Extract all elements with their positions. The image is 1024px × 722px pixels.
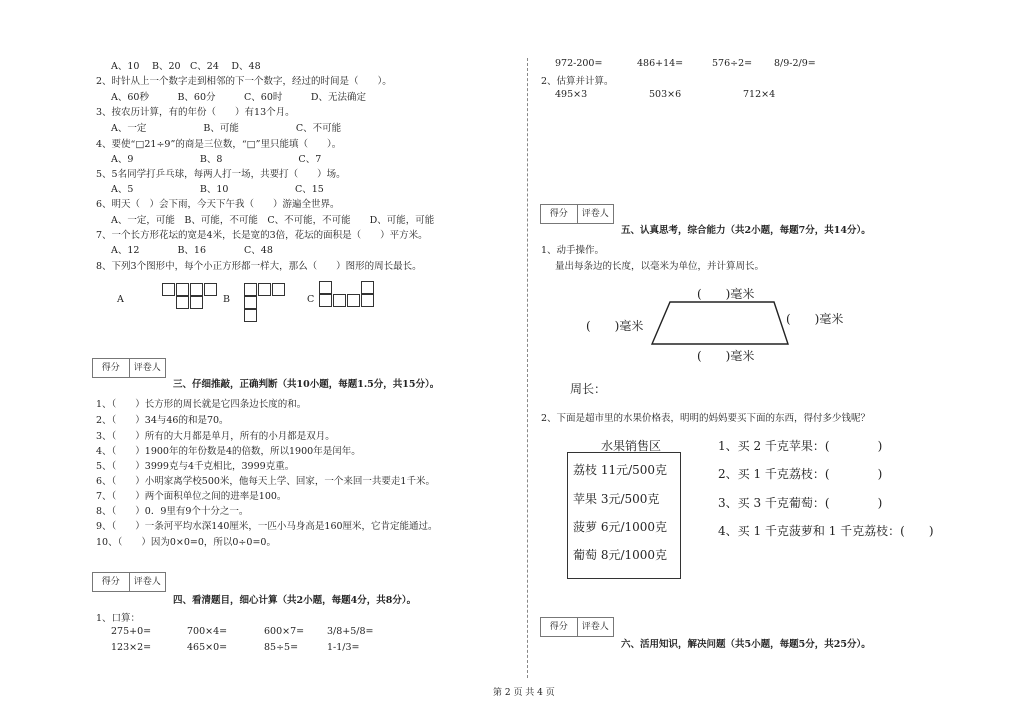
buy-item: 3、买 3 千克葡萄：( ) <box>718 496 883 510</box>
grader-label: 评卷人 <box>581 209 609 219</box>
estimate-question: 2、估算并计算。 <box>541 76 614 87</box>
calc-item: 600×7= <box>264 626 305 637</box>
calc-item: 972-200= <box>555 58 603 69</box>
judge-item: 9、（ ）一条河平均水深140厘米，一匹小马身高是160厘米，它肯定能通过。 <box>96 521 438 532</box>
calc-item: 465×0= <box>187 642 228 653</box>
figure-a-label: A <box>117 294 124 305</box>
judge-item: 1、（ ）长方形的周长就是它四条边长度的和。 <box>96 399 307 410</box>
score-label: 得分 <box>541 618 578 636</box>
score-label: 得分 <box>93 573 130 591</box>
question-7: 7、一个长方形花坛的宽是4米，长是宽的3倍，花坛的面积是（ ）平方米。 <box>96 230 428 241</box>
judge-item: 3、（ ）所有的大月都是单月，所有的小月都是双月。 <box>96 431 335 442</box>
question-8: 8、下列3个图形中，每个小正方形都一样大，那么（ ）图形的周长最长。 <box>96 261 422 272</box>
question-3: 3、按农历计算，有的年份（ ）有13个月。 <box>96 107 295 118</box>
q1-options: A、10 B、20 C、24 D、48 <box>111 61 261 72</box>
hands-on-description: 量出每条边的长度，以毫米为单位，并计算周长。 <box>555 261 765 272</box>
estimate-item: 495×3 <box>555 89 588 100</box>
mm-label-top: ( )毫米 <box>697 287 755 301</box>
section6-score-box <box>540 617 614 637</box>
q2-options: A、60秒 B、60分 C、60时 D、无法确定 <box>111 92 366 103</box>
judge-item: 5、（ ）3999克与4千克相比，3999克重。 <box>96 461 295 472</box>
buy-item: 4、买 1 千克菠萝和 1 千克荔枝：( ) <box>718 524 934 538</box>
judge-item: 6、（ ）小明家离学校500米，他每天上学、回家，一个来回一共要走1千米。 <box>96 476 435 487</box>
calc-item: 3/8+5/8= <box>327 626 374 637</box>
price-item: 苹果 3元/500克 <box>573 492 660 506</box>
q7-options: A、12 B、16 C、48 <box>111 245 273 256</box>
oral-calc-label: 1、口算： <box>96 613 141 624</box>
price-item: 葡萄 8元/1000克 <box>573 548 668 562</box>
fruit-question: 2、下面是超市里的水果价格表，明明的妈妈要买下面的东西，得付多少钱呢？ <box>541 413 871 424</box>
column-divider <box>527 58 528 678</box>
q6-options: A、一定，可能 B、可能，不可能 C、不可能，不可能 D、可能，可能 <box>111 215 435 226</box>
calc-item: 8/9-2/9= <box>774 58 816 69</box>
question-4: 4、要使“□21÷9”的商是三位数，“□”里只能填（ ）。 <box>96 139 342 150</box>
q5-options: A、5 B、10 C、15 <box>111 184 324 195</box>
section5-score-box <box>540 204 614 224</box>
mm-label-right: ( )毫米 <box>786 312 844 326</box>
calc-item: 275+0= <box>111 626 152 637</box>
page-footer: 第 2 页 共 4 页 <box>493 688 555 698</box>
judge-item: 8、（ ）0．9里有9个十分之一。 <box>96 506 249 517</box>
price-item: 菠萝 6元/1000克 <box>573 520 668 534</box>
score-label: 得分 <box>541 205 578 223</box>
question-6: 6、明天（ ）会下雨，今天下午我（ ）游遍全世界。 <box>96 199 340 210</box>
section3-title: 三、仔细推敲，正确判断（共10小题，每题1.5分，共15分）。 <box>173 379 440 390</box>
mm-label-left: ( )毫米 <box>586 319 644 333</box>
score-label: 得分 <box>93 359 130 377</box>
q4-options: A、9 B、8 C、7 <box>111 154 322 165</box>
judge-item: 4、（ ）1900年的年份数是4的倍数，所以1900年是闰年。 <box>96 446 361 457</box>
mm-label-bottom: ( )毫米 <box>697 349 755 363</box>
calc-item: 486+14= <box>637 58 684 69</box>
estimate-item: 712×4 <box>743 89 776 100</box>
buy-item: 2、买 1 千克荔枝：( ) <box>718 467 883 481</box>
price-item: 荔枝 11元/500克 <box>573 463 668 477</box>
figure-b-label: B <box>223 294 230 305</box>
judge-item: 7、（ ）两个面积单位之间的进率是100。 <box>96 491 287 502</box>
judge-item: 10、（ ）因为0×0=0，所以0÷0=0。 <box>96 537 276 548</box>
section5-title: 五、认真思考，综合能力（共2小题，每题7分，共14分）。 <box>621 225 871 236</box>
section4-title: 四、看清题目，细心计算（共2小题，每题4分，共8分）。 <box>173 595 417 606</box>
grader-label: 评卷人 <box>581 622 609 632</box>
hands-on-question: 1、动手操作。 <box>541 245 605 256</box>
buy-item: 1、买 2 千克苹果：( ) <box>718 439 883 453</box>
section6-title: 六、活用知识，解决问题（共5小题，每题5分，共25分）。 <box>621 639 871 650</box>
question-2: 2、时针从上一个数字走到相邻的下一个数字，经过的时间是（ ）。 <box>96 76 392 87</box>
estimate-item: 503×6 <box>649 89 682 100</box>
calc-item: 576÷2= <box>712 58 753 69</box>
judge-item: 2、（ ）34与46的和是70。 <box>96 415 229 426</box>
section4-score-box <box>92 572 166 592</box>
calc-item: 123×2= <box>111 642 152 653</box>
question-5: 5、5名同学打乒乓球，每两人打一场，共要打（ ）场。 <box>96 169 346 180</box>
section3-score-box <box>92 358 166 378</box>
grader-label: 评卷人 <box>133 363 161 373</box>
trapezoid-figure <box>650 300 790 348</box>
grader-label: 评卷人 <box>133 577 161 587</box>
calc-item: 1-1/3= <box>327 642 360 653</box>
perimeter-label: 周长： <box>570 382 607 396</box>
calc-item: 85÷5= <box>264 642 299 653</box>
figure-c-label: C <box>307 294 315 305</box>
price-table-title: 水果销售区 <box>601 439 662 453</box>
calc-item: 700×4= <box>187 626 228 637</box>
q3-options: A、一定 B、可能 C、不可能 <box>111 123 342 134</box>
